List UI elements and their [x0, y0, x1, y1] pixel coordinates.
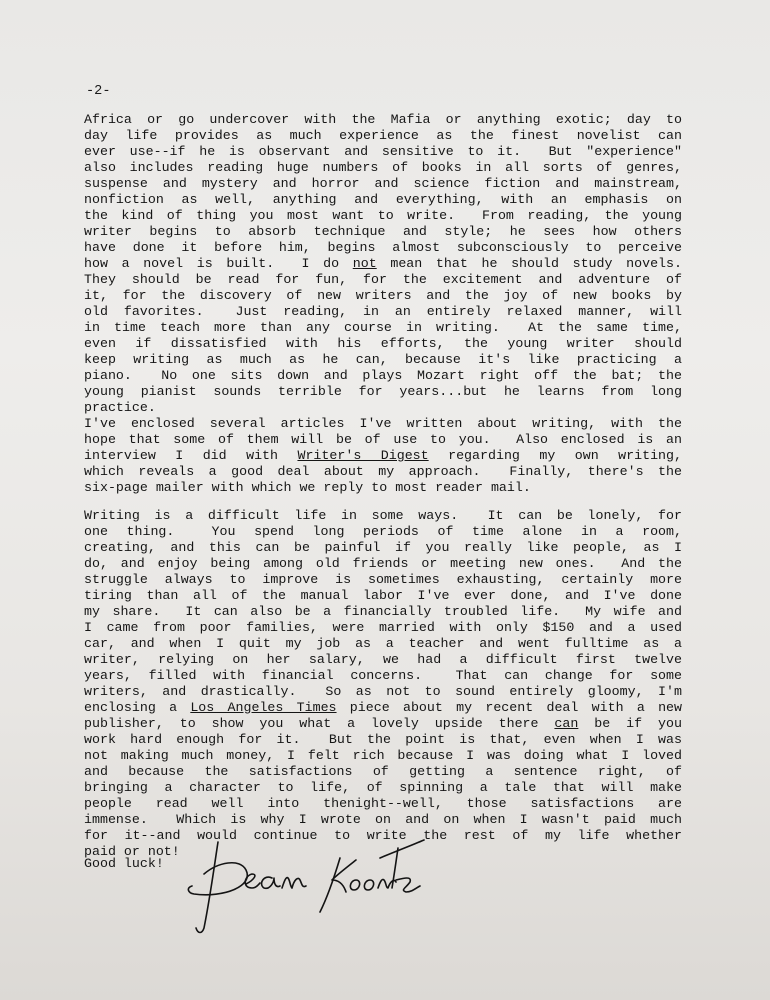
text-line: writers, and drastically. So as not to sound entirely gloomy, I'm	[84, 684, 682, 699]
text-line: people read well into thenight--well, those satisfactions are	[84, 796, 682, 811]
text-fragment: be if you	[578, 716, 682, 731]
underlined-title-writers-digest: Writer's Digest	[297, 448, 429, 463]
text-line	[84, 256, 682, 272]
text-line: nonfiction as well, anything and everything, with an emphasis on	[84, 192, 682, 207]
text-line: writer, relying on her salary, we had a difficult first twelve	[84, 652, 682, 667]
text-line: creating, and this can be painful if you really like people, as I	[84, 540, 682, 555]
paragraph-enclosures	[84, 416, 684, 496]
text-line: piano. No one sits down and plays Mozart right off the bat; the	[84, 368, 682, 383]
text-line: keep writing as much as he can, because it's like practicing a	[84, 352, 682, 367]
text-line: it, for the discovery of new writers and the joy of new books by	[84, 288, 682, 303]
text-fragment: interview I did with	[84, 448, 298, 463]
page-number: -2-	[86, 84, 111, 99]
paragraph-experience	[84, 112, 684, 416]
text-line: my share. It can also be a financially troubled life. My wife and	[84, 604, 682, 619]
closing: Good luck!	[84, 856, 164, 871]
text-line: struggle always to improve is sometimes exhausting, certainly more	[84, 572, 682, 587]
text-line: do, and enjoy being among old friends or meeting new ones. And the	[84, 556, 682, 571]
text-fragment: piece about my recent deal with a new	[336, 700, 683, 715]
text-line: six-page mailer with which we reply to most reader mail.	[84, 480, 531, 495]
text-line: have done it before him, begins almost subconsciously to perceive	[84, 240, 682, 255]
text-line: suspense and mystery and horror and science fiction and mainstream,	[84, 176, 682, 191]
text-line: Writing is a difficult life in some ways. It can be lonely, for	[84, 508, 682, 523]
text-line: I came from poor families, were married with only $150 and a used	[84, 620, 682, 635]
text-line: bringing a character to life, of spinning a tale that will make	[84, 780, 682, 795]
text-line: hope that some of them will be of use to you. Also enclosed is an	[84, 432, 682, 447]
text-line: day life provides as much experience as the finest novelist can	[84, 128, 682, 143]
text-fragment: regarding my own writing,	[428, 448, 682, 463]
text-line	[84, 700, 682, 716]
underlined-title-los-angeles-times: Los Angeles Times	[190, 700, 337, 715]
underlined-word-not: not	[352, 256, 377, 271]
text-line: paid or not!	[84, 844, 180, 859]
text-fragment: enclosing a	[84, 700, 191, 715]
text-line: also includes reading huge numbers of books in all sorts of genres,	[84, 160, 682, 175]
text-fragment: publisher, to show you what a lovely upside there	[84, 716, 555, 731]
underlined-word-can: can	[554, 716, 579, 731]
text-line	[84, 716, 682, 732]
text-line: car, and when I quit my job as a teacher and went fulltime as a	[84, 636, 682, 651]
text-line: Africa or go undercover with the Mafia or anything exotic; day to	[84, 112, 682, 127]
text-line: They should be read for fun, for the excitement and adventure of	[84, 272, 682, 287]
text-line: ever use--if he is observant and sensitive to it. But "experience"	[84, 144, 682, 159]
text-line: years, filled with financial concerns. That can change for some	[84, 668, 682, 683]
text-line: one thing. You spend long periods of time alone in a room,	[84, 524, 682, 539]
text-fragment: how a novel is built. I do	[84, 256, 353, 271]
text-line: in time teach more than any course in writing. At the same time,	[84, 320, 682, 335]
text-line: old favorites. Just reading, in an entirely relaxed manner, will	[84, 304, 682, 319]
text-line: young pianist sounds terrible for years...but he learns from long	[84, 384, 682, 399]
text-line: tiring than all of the manual labor I've ever done, and I've done	[84, 588, 682, 603]
text-line: the kind of thing you most want to write. From reading, the young	[84, 208, 682, 223]
text-line: which reveals a good deal about my approach. Finally, there's the	[84, 464, 682, 479]
text-line: even if dissatisfied with his efforts, the young writer should	[84, 336, 682, 351]
text-line: writer begins to absorb technique and style; he sees how others	[84, 224, 682, 239]
paragraph-writing-life	[84, 508, 684, 860]
text-line	[84, 448, 682, 464]
text-fragment: mean that he should study novels.	[376, 256, 682, 271]
text-line: immense. Which is why I wrote on and on when I wasn't paid much	[84, 812, 682, 827]
signature	[184, 828, 434, 940]
text-line: and because the satisfactions of getting a sentence right, of	[84, 764, 682, 779]
text-line: practice.	[84, 400, 156, 415]
text-line: work hard enough for it. But the point is that, even when I was	[84, 732, 682, 747]
text-line: not making much money, I felt rich because I was doing what I loved	[84, 748, 682, 763]
text-line: for it--and would continue to write the rest of my life whether	[84, 828, 682, 843]
text-line: I've enclosed several articles I've written about writing, with the	[84, 416, 682, 431]
